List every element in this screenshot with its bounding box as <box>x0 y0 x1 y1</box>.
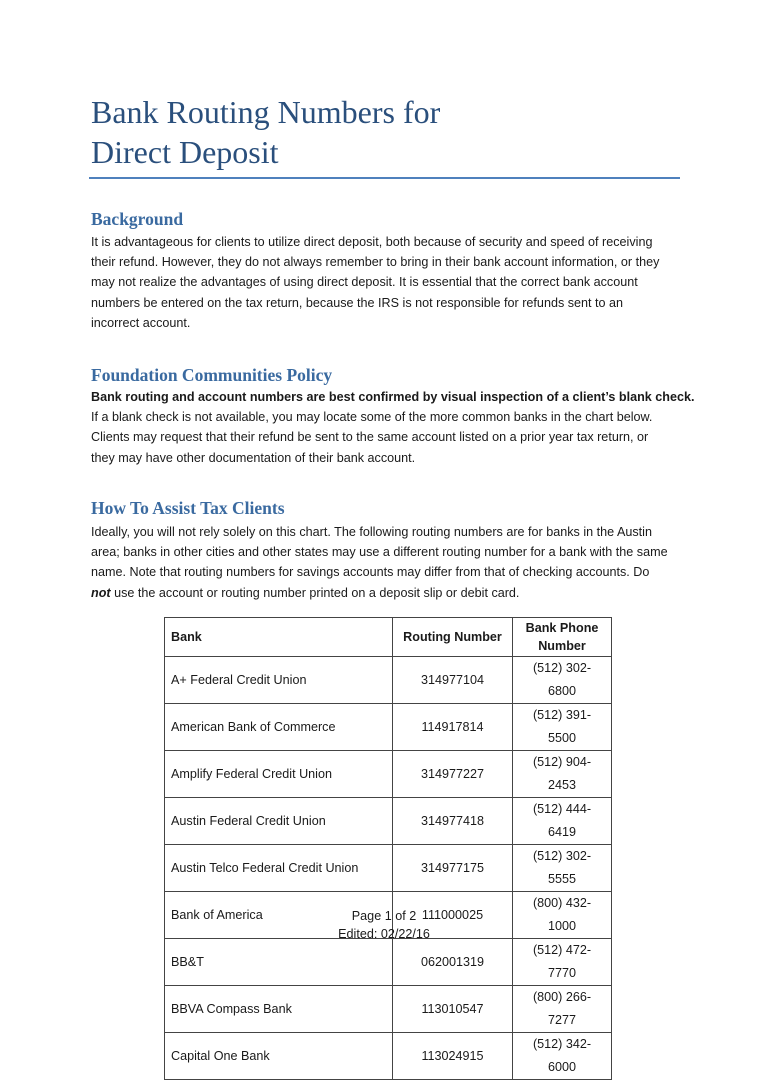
header-routing: Routing Number <box>393 618 513 657</box>
table-row <box>165 704 612 751</box>
assist-last-rest: use the account or routing number printed on a deposit slip or debit card. <box>110 585 520 600</box>
table-row <box>165 986 612 1033</box>
bank-name: BBVA Compass Bank <box>165 986 393 1033</box>
header-phone <box>513 618 612 657</box>
policy-line: they may have other documentation of their bank account. <box>91 450 416 465</box>
bank-name: BB&T <box>165 939 393 986</box>
routing-number: 314977418 <box>393 798 513 845</box>
phone-number: (512) 391-5500 <box>513 704 612 751</box>
routing-number: 314977227 <box>393 751 513 798</box>
table-row <box>165 939 612 986</box>
table-row <box>165 845 612 892</box>
bank-name: Capital One Bank <box>165 1033 393 1080</box>
phone-number: (512) 302-6800 <box>513 657 612 704</box>
background-heading: Background <box>91 209 184 229</box>
assist-line: name. Note that routing numbers for savings accounts may differ from that of checking accounts. Do <box>91 565 650 580</box>
phone-number: (800) 266-7277 <box>513 986 612 1033</box>
page-title <box>91 92 691 172</box>
assist-emphasis: not <box>91 585 111 600</box>
background-line: may not realize the advantages of using direct deposit. It is essential that the correct bank account <box>91 275 638 290</box>
bank-name: Austin Telco Federal Credit Union <box>165 845 393 892</box>
header-phone-line-2: Number <box>538 639 586 653</box>
table-row <box>165 1033 612 1080</box>
routing-number: 314977104 <box>393 657 513 704</box>
routing-number: 111000025 <box>393 892 513 939</box>
policy-paragraph <box>91 387 695 468</box>
table-row <box>165 798 612 845</box>
bank-name: American Bank of Commerce <box>165 704 393 751</box>
title-line-1: Bank Routing Numbers for <box>91 94 441 130</box>
background-paragraph <box>91 232 691 333</box>
phone-number: (512) 472-7770 <box>513 939 612 986</box>
assist-paragraph <box>91 522 691 603</box>
assist-last-line <box>91 583 691 603</box>
policy-heading: Foundation Communities Policy <box>91 365 333 385</box>
policy-line: If a blank check is not available, you may locate some of the more common banks in the chart below. <box>91 410 653 425</box>
assist-heading: How To Assist Tax Clients <box>91 498 285 518</box>
routing-number: 062001319 <box>393 939 513 986</box>
phone-number: (512) 342-6000 <box>513 1033 612 1080</box>
bank-name: Amplify Federal Credit Union <box>165 751 393 798</box>
table-row <box>165 751 612 798</box>
edited-date: Edited: 02/22/16 <box>338 927 430 941</box>
table-row <box>165 657 612 704</box>
background-line: It is advantageous for clients to utilize direct deposit, both because of security and speed of receiving <box>91 235 653 249</box>
assist-line: Ideally, you will not rely solely on this chart. The following routing numbers are for banks in the Austin <box>91 525 652 539</box>
page-number: Page 1 of 2 <box>351 909 417 923</box>
phone-number: (512) 302-5555 <box>513 845 612 892</box>
phone-number: (512) 904-2453 <box>513 751 612 798</box>
title-line-2: Direct Deposit <box>91 134 279 170</box>
policy-bold-line: Bank routing and account numbers are best confirmed by visual inspection of a client’s blank check. <box>91 390 695 404</box>
bank-name: A+ Federal Credit Union <box>165 657 393 704</box>
bank-name: Bank of America <box>165 892 393 939</box>
phone-number: (800) 432-1000 <box>513 892 612 939</box>
policy-line: Clients may request that their refund be sent to the same account listed on a prior year tax return, or <box>91 430 649 445</box>
background-line: numbers be entered on the tax return, because the IRS is not responsible for refunds sent to an <box>91 295 624 310</box>
background-line: incorrect account. <box>91 315 191 330</box>
table-header-row <box>165 618 612 657</box>
header-bank: Bank <box>165 618 393 657</box>
title-divider <box>89 177 680 179</box>
header-phone-line-1: Bank Phone <box>525 621 599 635</box>
routing-number: 114917814 <box>393 704 513 751</box>
background-line: their refund. However, they do not always remember to bring in their bank account information, or they <box>91 255 660 270</box>
bank-name: Austin Federal Credit Union <box>165 798 393 845</box>
routing-number: 314977175 <box>393 845 513 892</box>
routing-number: 113010547 <box>393 986 513 1033</box>
routing-number: 113024915 <box>393 1033 513 1080</box>
phone-number: (512) 444-6419 <box>513 798 612 845</box>
assist-line: area; banks in other cities and other states may use a different routing number for a bank with the same <box>91 545 668 560</box>
routing-table <box>164 617 612 1080</box>
